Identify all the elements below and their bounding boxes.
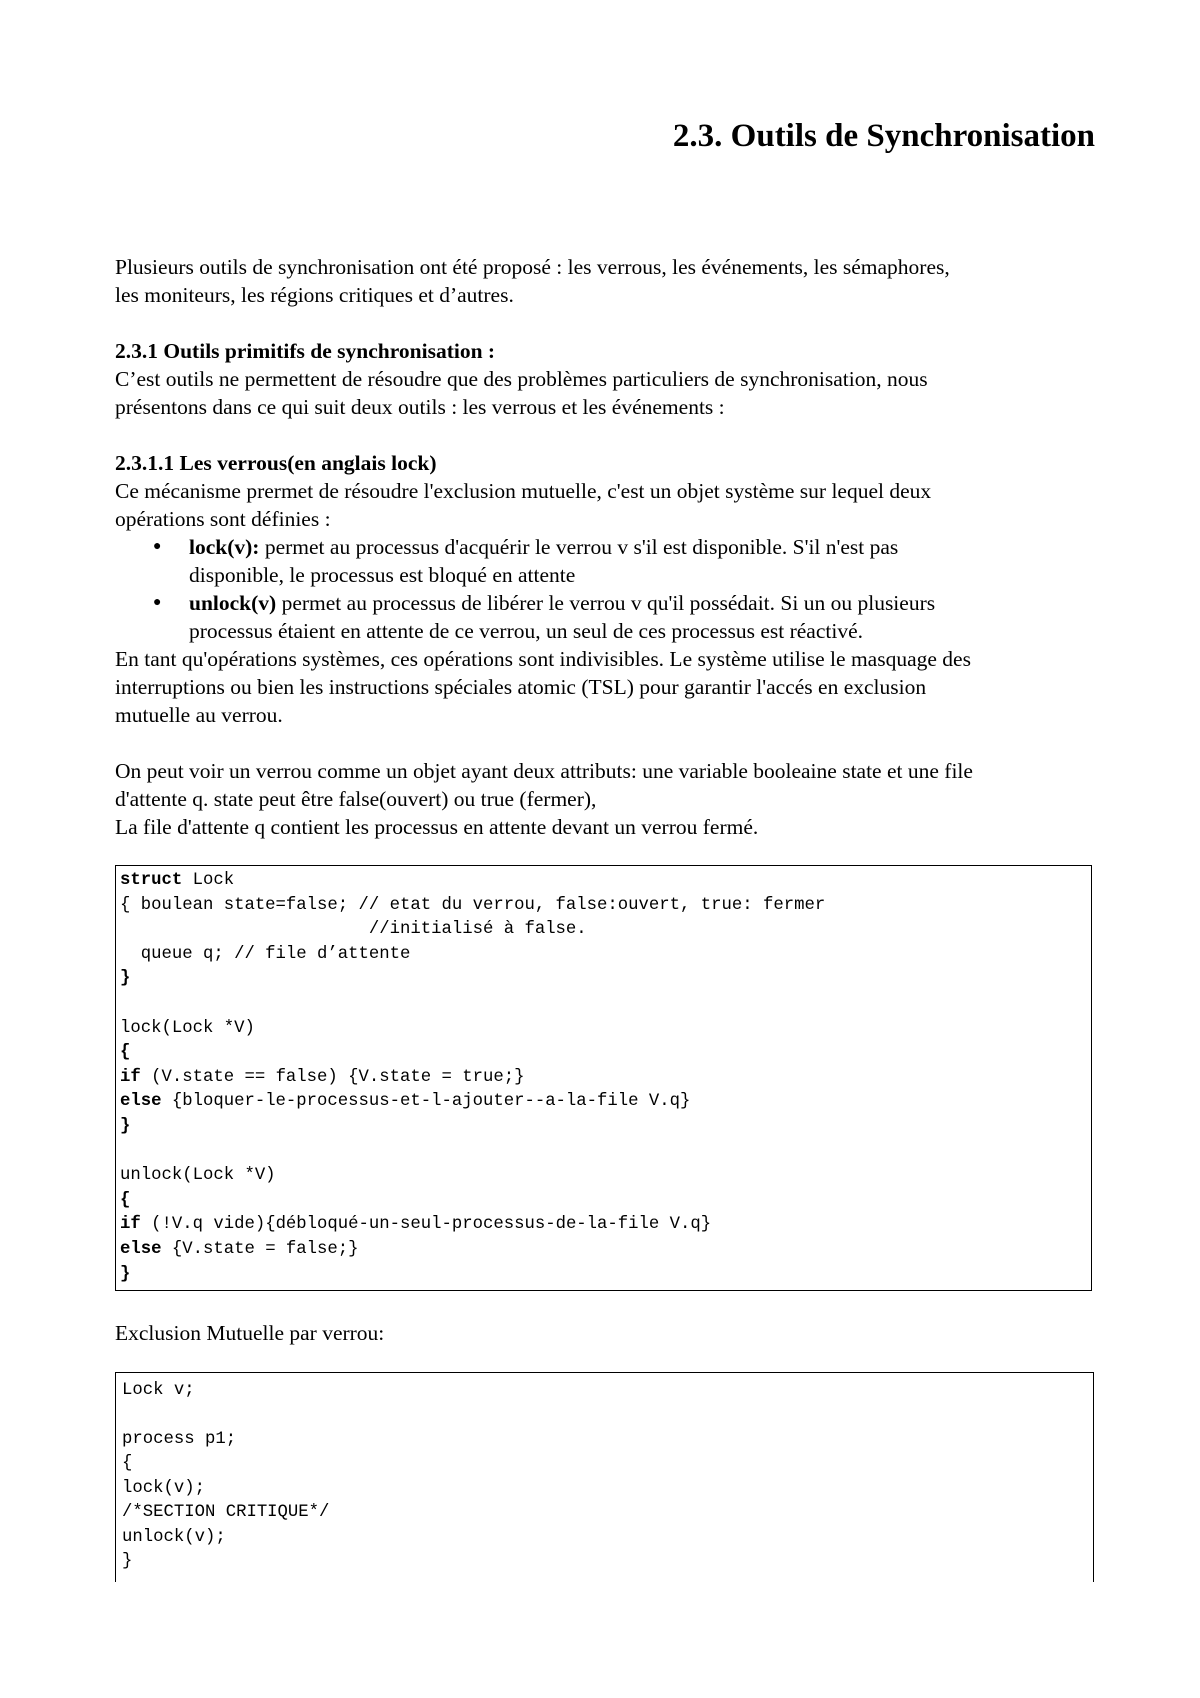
code-text: {V.state = false;} (161, 1239, 359, 1259)
code-line: } (122, 1551, 133, 1571)
intro-line: Plusieurs outils de synchronisation ont été proposé : les verrous, les événements, les sémaphores, (115, 255, 950, 279)
code-line: Lock v; (122, 1381, 195, 1401)
code-keyword: if (120, 1067, 141, 1087)
code-line: { boulean state=false; // etat du verrou, false:ouvert, true: fermer (120, 895, 826, 915)
code-line: { (120, 1043, 131, 1063)
code-line: lock(v); (122, 1478, 205, 1498)
list-item (115, 589, 1095, 645)
code-line: unlock(Lock *V) (120, 1166, 276, 1186)
caption-mutual-exclusion: Exclusion Mutuelle par verrou: (115, 1321, 385, 1346)
code-line: } (120, 969, 131, 989)
code-keyword: if (120, 1215, 141, 1235)
term-lock: lock(v): (189, 535, 260, 559)
section-title: 2.3. Outils de Synchronisation (672, 118, 1095, 154)
heading-2-3-1-1: 2.3.1.1 Les verrous(en anglais lock) (115, 451, 437, 475)
code-text: {bloquer-le-processus-et-l-ajouter--a-la-file V.q} (161, 1092, 691, 1112)
code-keyword: else (120, 1092, 162, 1112)
code-line: { (122, 1454, 133, 1474)
code-line: } (120, 1116, 131, 1136)
code-keyword: else (120, 1239, 162, 1259)
paragraph-line: En tant qu'opérations systèmes, ces opérations sont indivisibles. Le système utilise le masquage des (115, 647, 971, 671)
heading-2-3-1: 2.3.1 Outils primitifs de synchronisation : (115, 339, 496, 363)
paragraph-line: La file d'attente q contient les processus en attente devant un verrou fermé. (115, 815, 759, 839)
code-line: //initialisé à false. (120, 920, 587, 940)
paragraph-line: d'attente q. state peut être false(ouvert) ou true (fermer), (115, 787, 597, 811)
operations-list (115, 533, 1095, 645)
paragraph-line: C’est outils ne permettent de résoudre que des problèmes particuliers de synchronisation, nous (115, 367, 928, 391)
code-line: /*SECTION CRITIQUE*/ (122, 1503, 330, 1523)
code-line: } (120, 1264, 131, 1284)
paragraph-line: Ce mécanisme prermet de résoudre l'exclusion mutuelle, c'est un objet système sur lequel deux (115, 479, 932, 503)
list-item-text: processus étaient en attente de ce verrou, un seul de ces processus est réactivé. (189, 619, 863, 643)
mutex-code-block (115, 1372, 1094, 1582)
code-line: { (120, 1190, 131, 1210)
list-item-text: permet au processus de libérer le verrou v qu'il possédait. Si un ou plusieurs (276, 591, 936, 615)
code-text: Lock (182, 871, 235, 890)
code-line: queue q; // file d’attente (120, 944, 411, 964)
list-item (115, 533, 1095, 589)
bullet-icon: ● (153, 595, 162, 610)
paragraph-line: mutuelle au verrou. (115, 703, 283, 727)
code-line: process p1; (122, 1429, 237, 1449)
intro-line: les moniteurs, les régions critiques et d’autres. (115, 283, 514, 307)
term-unlock: unlock(v) (189, 591, 277, 615)
list-item-text: permet au processus d'acquérir le verrou v s'il est disponible. S'il n'est pas (259, 535, 899, 559)
code-text: (V.state == false) {V.state = true;} (140, 1067, 525, 1087)
paragraph-line: On peut voir un verrou comme un objet ayant deux attributs: une variable booleaine state et une file (115, 759, 973, 783)
paragraph-line: opérations sont définies : (115, 507, 331, 531)
document-body (115, 253, 1095, 1582)
code-line: unlock(v); (122, 1527, 226, 1547)
paragraph-line: présentons dans ce qui suit deux outils : les verrous et les événements : (115, 395, 725, 419)
bullet-icon: ● (153, 539, 162, 554)
code-keyword: struct (120, 871, 183, 890)
list-item-text: disponible, le processus est bloqué en attente (189, 563, 576, 587)
paragraph-line: interruptions ou bien les instructions spéciales atomic (TSL) pour garantir l'accés en exclusion (115, 675, 927, 699)
lock-code-block (115, 865, 1092, 1291)
code-line: lock(Lock *V) (120, 1018, 255, 1038)
code-text: (!V.q vide){débloqué-un-seul-processus-de-la-file V.q} (140, 1215, 712, 1235)
